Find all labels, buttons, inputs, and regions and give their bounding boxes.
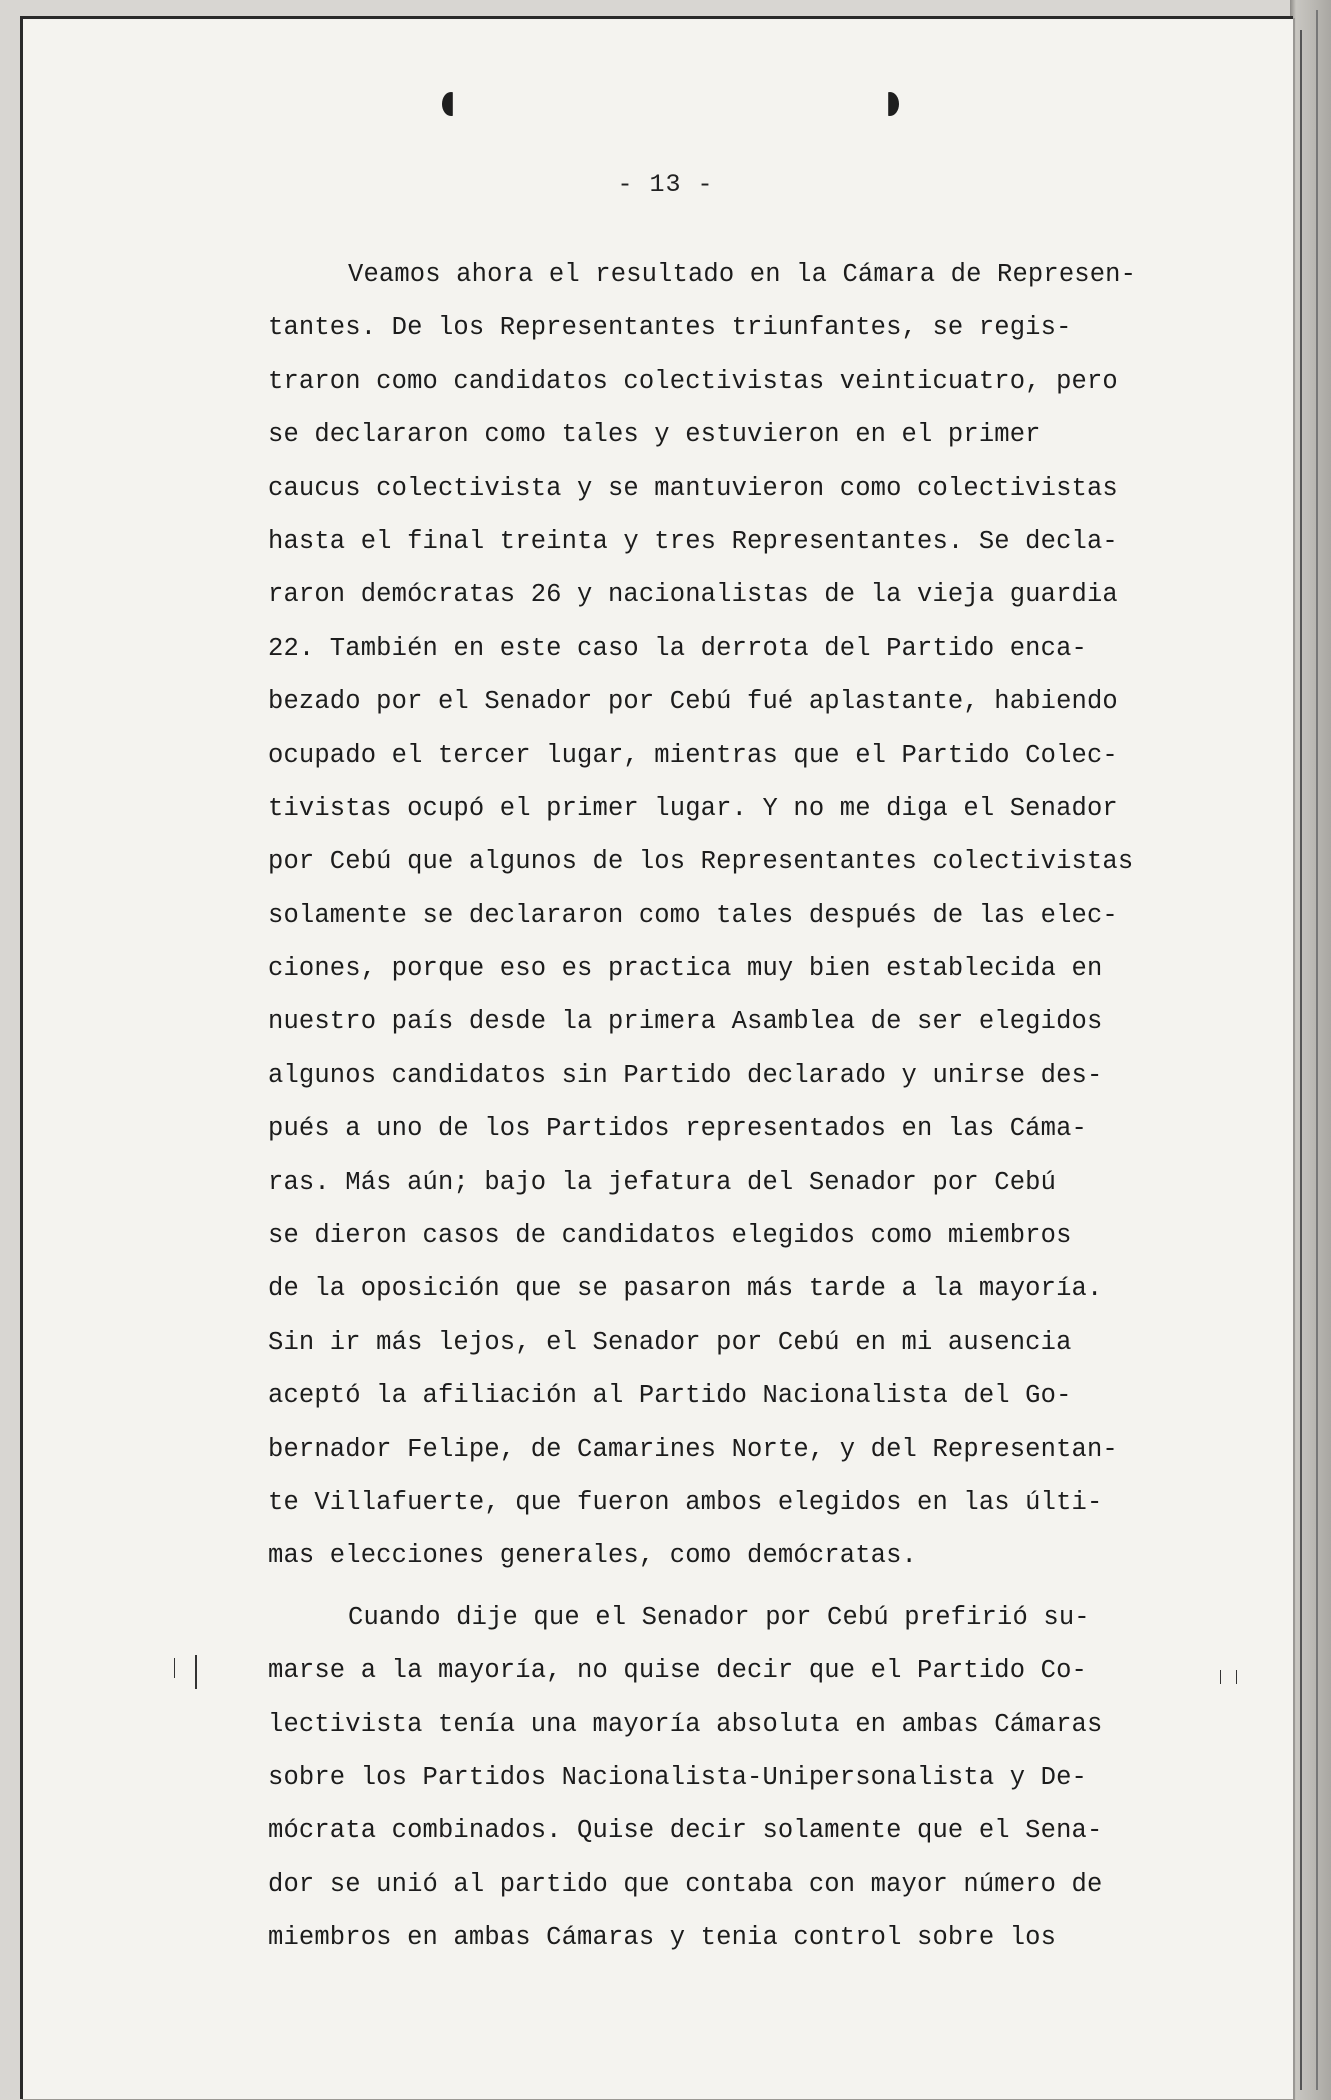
text-line: ras. Más aún; bajo la jefatura del Senador por Cebú: [268, 1167, 1057, 1197]
text-line: dor se unió al partido que contaba con mayor número de: [268, 1869, 1103, 1899]
margin-mark: [1220, 1670, 1221, 1684]
page-edge: [1290, 0, 1331, 2100]
text-line: Cuando dije que el Senador por Cebú prefirió su-: [348, 1602, 1090, 1632]
text-line: mócrata combinados. Quise decir solamente que el Sena-: [268, 1816, 1103, 1846]
text-line: marse a la mayoría, no quise decir que el Partido Co-: [268, 1656, 1087, 1686]
margin-mark: [174, 1658, 175, 1678]
text-line: ciones, porque eso es practica muy bien establecida en: [268, 954, 1103, 984]
text-line: tivistas ocupó el primer lugar. Y no me diga el Senador: [268, 793, 1118, 823]
text-line: Veamos ahora el resultado en la Cámara de Represen-: [348, 260, 1137, 289]
text-line: te Villafuerte, que fueron ambos elegidos en las últi-: [268, 1487, 1103, 1517]
text-line: sobre los Partidos Nacionalista-Unipersonalista y De-: [268, 1762, 1087, 1792]
page-edge-line: [1300, 30, 1302, 2090]
text-line: por Cebú que algunos de los Representantes colectivistas: [268, 847, 1134, 877]
text-line: lectivista tenía una mayoría absoluta en ambas Cámaras: [268, 1709, 1103, 1739]
text-line: de la oposición que se pasaron más tarde a la mayoría.: [268, 1274, 1103, 1304]
text-line: bezado por el Senador por Cebú fué aplastante, habiendo: [268, 687, 1118, 717]
text-line: nuestro país desde la primera Asamblea de ser elegidos: [268, 1007, 1103, 1037]
text-line: miembros en ambas Cámaras y tenia control sobre los: [268, 1923, 1057, 1953]
text-line: bernador Felipe, de Camarines Norte, y del Representan-: [268, 1434, 1118, 1464]
text-line: solamente se declararon como tales después de las elec-: [268, 900, 1118, 930]
text-line: se declararon como tales y estuvieron en el primer: [268, 420, 1041, 450]
text-line: algunos candidatos sin Partido declarado y unirse des-: [268, 1060, 1103, 1090]
page-number: - 13 -: [617, 170, 714, 199]
text-line: traron como candidatos colectivistas veinticuatro, pero: [268, 366, 1118, 396]
text-line: hasta el final treinta y tres Representantes. Se decla-: [268, 526, 1118, 556]
text-line: ocupado el tercer lugar, mientras que el Partido Colec-: [268, 740, 1118, 770]
text-line: tantes. De los Representantes triunfantes, se regis-: [268, 313, 1072, 343]
margin-mark: [195, 1655, 197, 1689]
text-line: mas elecciones generales, como demócratas.: [268, 1541, 918, 1571]
text-line: caucus colectivista y se mantuvieron como colectivistas: [268, 473, 1118, 503]
page-edge-line: [1316, 10, 1318, 2090]
body-text: [268, 248, 1168, 1965]
text-line: se dieron casos de candidatos elegidos como miembros: [268, 1221, 1072, 1251]
text-line: raron demócratas 26 y nacionalistas de la vieja guardia: [268, 580, 1118, 610]
text-line: 22. También en este caso la derrota del Partido enca-: [268, 633, 1087, 663]
text-line: Sin ir más lejos, el Senador por Cebú en mi ausencia: [268, 1327, 1072, 1357]
text-line: aceptó la afiliación al Partido Nacionalista del Go-: [268, 1381, 1072, 1411]
margin-mark: [1236, 1670, 1237, 1684]
text-line: pués a uno de los Partidos representados en las Cáma-: [268, 1114, 1087, 1144]
